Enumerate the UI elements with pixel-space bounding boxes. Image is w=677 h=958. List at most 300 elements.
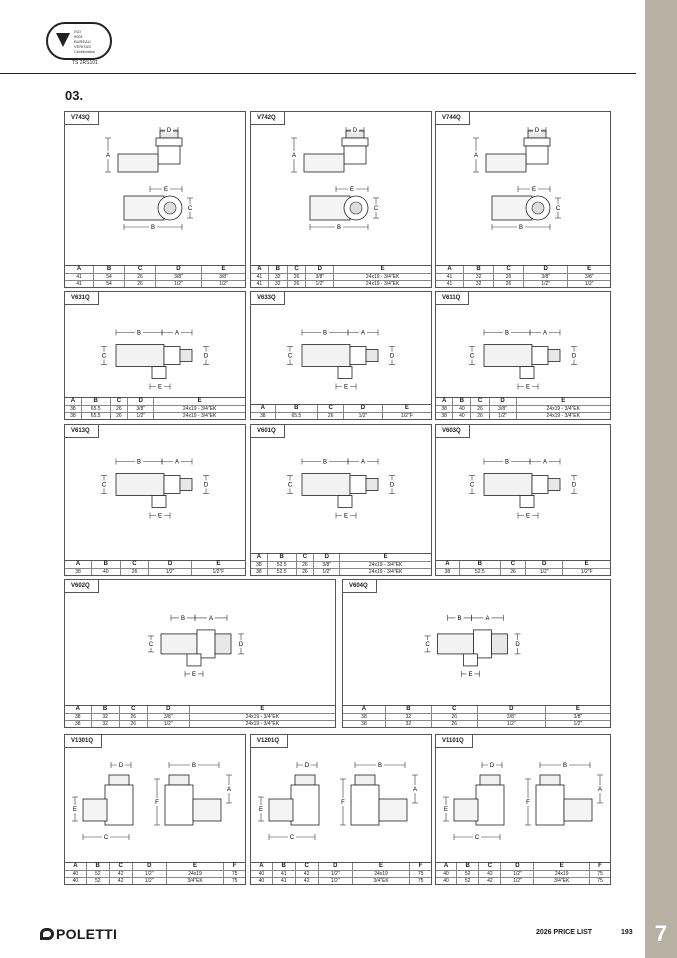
dimension-table: [65, 862, 245, 884]
table-cell: 40: [91, 569, 120, 576]
table-cell: 52.5: [267, 569, 296, 576]
technical-drawing: [251, 126, 433, 231]
table-cell: 24x19: [352, 871, 409, 878]
dimension-header: D: [306, 266, 334, 274]
dimension-header: B: [385, 706, 431, 714]
angle-tail: [180, 350, 192, 362]
dimension-table: [436, 265, 610, 287]
table-cell: 65.5: [81, 406, 110, 413]
straight-tail: [215, 634, 231, 654]
dim-d: D: [118, 763, 124, 769]
dimension-header: B: [91, 706, 119, 714]
dim-d: D: [203, 482, 209, 489]
straight-outlet: [187, 654, 201, 666]
dimension-table: [65, 560, 245, 575]
dim-e: E: [258, 807, 264, 813]
table-cell: 52: [457, 878, 479, 885]
product-card: [435, 424, 611, 576]
dimension-header: B: [86, 863, 109, 871]
table-cell: 24x19 - 3/4"EK: [189, 714, 335, 721]
technical-drawing: [65, 594, 337, 698]
dim-a: A: [485, 615, 490, 622]
table-cell: 32: [91, 721, 119, 728]
dim-a-top: A: [291, 153, 297, 159]
dimension-header: A: [251, 554, 267, 562]
dim-a: A: [542, 459, 548, 466]
dim-d: D: [238, 641, 244, 648]
table-cell: 1/2"F: [563, 569, 610, 576]
table-cell: 75: [589, 878, 610, 885]
dimension-header: D: [149, 561, 192, 569]
table-cell: 42: [295, 878, 318, 885]
table-cell: 52.5: [459, 569, 500, 576]
table-row: [251, 562, 431, 569]
dimension-table: [65, 265, 245, 287]
dim-a: A: [174, 459, 180, 466]
technical-drawing: [436, 306, 612, 411]
technical-drawing: [436, 749, 612, 853]
table-cell: 1/2": [132, 878, 166, 885]
table-cell: 1/2": [147, 721, 189, 728]
table-cell: 54: [94, 281, 125, 288]
product-card: [250, 734, 432, 885]
table-cell: 26: [318, 413, 344, 420]
dim-d-top: D: [534, 128, 540, 134]
table-row: [436, 281, 610, 288]
table-cell: 32: [464, 274, 494, 281]
dim-d: D: [571, 482, 577, 489]
table-cell: 1/2": [526, 569, 563, 576]
table-row: [65, 274, 245, 281]
technical-drawing: [251, 439, 433, 536]
dimension-header: B: [453, 398, 471, 406]
dim-e-top: E: [531, 187, 537, 193]
table-cell: 1/2": [501, 871, 534, 878]
table-cell: 52.5: [267, 562, 296, 569]
dimension-header: D: [489, 398, 516, 406]
table-cell: 42: [295, 871, 318, 878]
side-right: [564, 799, 592, 821]
dimension-header: B: [81, 398, 110, 406]
dim-a: A: [174, 330, 180, 337]
table-row: [251, 281, 431, 288]
dim-b: B: [180, 615, 186, 622]
dim-b: B: [322, 459, 328, 466]
dim-f: F: [155, 800, 159, 806]
table-cell: 3/8": [523, 274, 567, 281]
angle-body: [302, 345, 350, 367]
dim-a-top: A: [105, 153, 111, 159]
cap-left: [295, 775, 315, 785]
table-cell: 38: [251, 562, 267, 569]
dim-d: D: [571, 353, 577, 360]
table-cell: 38: [65, 406, 81, 413]
table-cell: 1/2": [318, 878, 352, 885]
dimension-table: [65, 705, 335, 727]
product-code: V631Q: [65, 292, 99, 305]
straight-body: [438, 634, 474, 654]
header-rule: [0, 73, 636, 74]
dimension-header: B: [459, 561, 500, 569]
dim-f: F: [341, 800, 345, 806]
dimension-table: [343, 705, 610, 727]
dim-b-top: B: [518, 225, 524, 231]
table-cell: 52: [86, 878, 109, 885]
product-code: V744Q: [436, 112, 470, 125]
technical-drawing: [251, 749, 433, 853]
dimension-header: C: [125, 266, 156, 274]
table-cell: 42: [109, 878, 132, 885]
table-cell: 38: [251, 413, 275, 420]
dimension-header: C: [110, 398, 128, 406]
table-cell: 26: [287, 281, 306, 288]
angle-hex: [164, 476, 180, 494]
dim-c-top: C: [187, 206, 193, 212]
table-cell: 40: [453, 406, 471, 413]
table-cell: 32: [385, 721, 431, 728]
dim-d: D: [389, 482, 395, 489]
table-row: [436, 569, 610, 576]
angle-tail: [366, 479, 378, 491]
dimension-header: C: [431, 706, 477, 714]
dim-c: C: [425, 641, 430, 648]
angle-hex: [164, 347, 180, 365]
dimension-header: D: [314, 554, 340, 562]
dim-b: B: [377, 763, 383, 769]
cap-right: [169, 775, 189, 785]
valve-body: [526, 146, 548, 164]
table-cell: 1/2": [128, 413, 154, 420]
table-cell: 1/2": [314, 569, 340, 576]
table-cell: 1/2": [306, 281, 334, 288]
angle-tail: [180, 479, 192, 491]
table-cell: 3/4"EK: [352, 878, 409, 885]
product-card: [250, 424, 432, 576]
table-cell: 1/2"F: [191, 569, 245, 576]
table-cell: 75: [410, 871, 431, 878]
table-cell: 3/4"EK: [534, 878, 590, 885]
table-cell: 32: [91, 714, 119, 721]
table-cell: 26: [494, 274, 524, 281]
side-right: [193, 799, 221, 821]
angle-outlet: [520, 496, 534, 508]
table-cell: 42: [479, 878, 501, 885]
technical-drawing: [65, 749, 247, 853]
table-cell: 1/2": [156, 281, 202, 288]
dimension-header: E: [191, 561, 245, 569]
dimension-table: [436, 397, 610, 419]
straight-body: [161, 634, 197, 654]
technical-drawing: [436, 439, 612, 536]
dimension-table: [65, 397, 245, 419]
dimension-table: [436, 560, 610, 575]
dim-e: E: [525, 513, 531, 520]
table-cell: 26: [296, 562, 314, 569]
table-cell: 3/8": [545, 714, 610, 721]
dim-d: D: [389, 353, 395, 360]
dim-b: B: [562, 763, 568, 769]
dim-c: C: [289, 835, 295, 841]
dimension-header: A: [65, 398, 81, 406]
hex-body: [342, 138, 368, 146]
table-cell: 3/8": [147, 714, 189, 721]
product-card: [250, 291, 432, 420]
dimension-header: B: [94, 266, 125, 274]
dimension-header: C: [479, 863, 501, 871]
dimension-header: E: [516, 398, 610, 406]
dimension-table: [251, 862, 431, 884]
dimension-header: E: [201, 266, 245, 274]
table-cell: 40: [65, 871, 86, 878]
table-cell: 38: [436, 406, 453, 413]
dimension-header: C: [296, 554, 314, 562]
product-code: V1301Q: [65, 735, 102, 748]
angle-body: [484, 345, 532, 367]
technical-drawing: [343, 594, 612, 698]
dimension-header: E: [340, 554, 431, 562]
table-cell: 40: [436, 878, 457, 885]
dimension-header: E: [545, 706, 610, 714]
technical-drawing: [251, 306, 433, 411]
table-cell: 24x19 - 3/4"EK: [154, 413, 245, 420]
table-cell: 32: [268, 281, 287, 288]
table-cell: 3/8": [489, 406, 516, 413]
dim-b: B: [322, 330, 328, 337]
dim-c-top: C: [373, 206, 379, 212]
body-right: [165, 785, 193, 825]
table-cell: 52: [457, 871, 479, 878]
product-card: [342, 579, 611, 728]
cert-mark-icon: [56, 33, 70, 47]
body-left: [105, 785, 133, 825]
dim-c: C: [469, 353, 475, 360]
dimension-header: F: [224, 863, 245, 871]
table-row: [65, 871, 245, 878]
dimension-table: [251, 265, 431, 287]
straight-outlet: [464, 654, 478, 666]
angle-outlet: [338, 496, 352, 508]
table-cell: 41: [436, 274, 464, 281]
table-cell: 41: [65, 274, 94, 281]
table-cell: 3/8": [128, 406, 154, 413]
cap-left: [480, 775, 500, 785]
dimension-header: D: [344, 405, 383, 413]
dim-e: E: [191, 671, 197, 678]
product-card: [435, 291, 611, 420]
cap-right: [540, 775, 560, 785]
dimension-header: A: [343, 706, 385, 714]
product-card: [64, 291, 246, 420]
dimension-header: E: [166, 863, 223, 871]
table-cell: 3/8": [306, 274, 334, 281]
table-cell: 26: [119, 714, 147, 721]
dimension-table: [251, 553, 431, 575]
table-cell: 3/4"EK: [166, 878, 223, 885]
table-cell: 3/8": [156, 274, 202, 281]
table-cell: 26: [110, 406, 128, 413]
dim-e: E: [343, 384, 349, 391]
table-cell: 75: [224, 871, 245, 878]
dim-d: D: [515, 641, 520, 648]
technical-drawing: [65, 439, 247, 536]
technical-drawing: [65, 306, 247, 411]
angle-body: [116, 474, 164, 496]
dimension-header: C: [295, 863, 318, 871]
page-number: 193: [621, 929, 633, 936]
table-row: [436, 406, 610, 413]
table-cell: 24x19 - 3/4"EK: [516, 413, 610, 420]
table-cell: 38: [436, 413, 453, 420]
dimension-header: C: [500, 561, 525, 569]
valve-body: [158, 146, 180, 164]
dim-d-top: D: [352, 128, 358, 134]
dimension-header: E: [534, 863, 590, 871]
side-right: [379, 799, 407, 821]
dimension-header: C: [109, 863, 132, 871]
table-cell: 1/2": [489, 413, 516, 420]
table-cell: 1/2": [501, 878, 534, 885]
dim-e-top: E: [349, 187, 355, 193]
valve-body: [344, 146, 366, 164]
product-card: [250, 111, 432, 288]
table-cell: 24x19: [166, 871, 223, 878]
table-cell: 40: [251, 871, 272, 878]
dim-d: D: [489, 763, 495, 769]
dimension-header: E: [382, 405, 431, 413]
dim-a: A: [208, 615, 214, 622]
dim-c: C: [101, 482, 107, 489]
body-left: [291, 785, 319, 825]
table-cell: 24x19 - 3/4"EK: [189, 721, 335, 728]
dimension-header: C: [318, 405, 344, 413]
body-right: [351, 785, 379, 825]
cap-right: [355, 775, 375, 785]
table-row: [251, 569, 431, 576]
price-list-label: 2026 PRICE LIST: [536, 929, 593, 936]
chapter-sidebar: [645, 0, 677, 958]
dim-b: B: [136, 459, 142, 466]
dimension-header: D: [156, 266, 202, 274]
table-cell: 26: [471, 406, 489, 413]
table-cell: 26: [296, 569, 314, 576]
technical-drawing: [65, 126, 247, 236]
table-row: [65, 714, 335, 721]
product-code: V633Q: [251, 292, 285, 305]
angle-outlet: [152, 367, 166, 379]
table-cell: 26: [110, 413, 128, 420]
cert-text: ISO 9001 BUREAU VERITAS Certification: [74, 29, 96, 54]
dim-c: C: [287, 353, 293, 360]
dimension-header: A: [65, 266, 94, 274]
dim-e-top: E: [163, 187, 169, 193]
table-row: [65, 721, 335, 728]
table-row: [251, 871, 431, 878]
table-cell: 65.5: [81, 413, 110, 420]
table-row: [251, 413, 431, 420]
table-cell: 26: [125, 281, 156, 288]
angle-body: [484, 474, 532, 496]
dimension-header: A: [251, 405, 275, 413]
angle-hex: [532, 476, 548, 494]
body-right: [536, 785, 564, 825]
table-cell: 42: [109, 871, 132, 878]
table-cell: 1/2"F: [382, 413, 431, 420]
straight-tail: [492, 634, 508, 654]
hex-body: [524, 138, 550, 146]
table-cell: 40: [436, 871, 457, 878]
dim-b: B: [191, 763, 197, 769]
table-cell: 40: [251, 878, 272, 885]
table-cell: 3/8": [568, 274, 610, 281]
table-cell: 1/2": [132, 871, 166, 878]
dim-b-top: B: [336, 225, 342, 231]
dimension-header: F: [410, 863, 431, 871]
angle-tail: [548, 479, 560, 491]
dim-b: B: [457, 615, 462, 622]
table-cell: 41: [272, 878, 295, 885]
dim-a: A: [597, 787, 603, 793]
table-cell: 38: [343, 714, 385, 721]
brand-logo: [40, 926, 117, 942]
dimension-header: B: [267, 554, 296, 562]
table-cell: 42: [479, 871, 501, 878]
table-cell: 3/8": [201, 274, 245, 281]
dimension-header: E: [154, 398, 245, 406]
side-left: [269, 799, 293, 821]
table-cell: 38: [65, 721, 91, 728]
table-cell: 75: [410, 878, 431, 885]
dim-d-top: D: [166, 128, 172, 134]
inlet-pipe: [486, 154, 526, 172]
table-cell: 40: [453, 413, 471, 420]
chapter-number: 7: [654, 921, 668, 946]
table-cell: 38: [65, 413, 81, 420]
table-cell: 3/8": [477, 714, 545, 721]
dimension-header: B: [457, 863, 479, 871]
dim-c: C: [287, 482, 293, 489]
dimension-header: A: [436, 266, 464, 274]
dim-e: E: [443, 807, 449, 813]
table-cell: 24x19 - 3/4"EK: [334, 281, 431, 288]
section-title: 03.: [65, 88, 84, 103]
table-cell: 1/2": [477, 721, 545, 728]
inlet-pipe: [118, 154, 158, 172]
side-left: [454, 799, 478, 821]
dimension-header: B: [91, 561, 120, 569]
dim-f: F: [526, 800, 530, 806]
dimension-header: D: [318, 863, 352, 871]
table-row: [251, 878, 431, 885]
dim-c-top: C: [555, 206, 561, 212]
product-card: [435, 734, 611, 885]
table-cell: 32: [268, 274, 287, 281]
table-cell: 32: [385, 714, 431, 721]
brand-glyph-icon: [40, 928, 54, 940]
dimension-header: B: [275, 405, 318, 413]
dimension-header: D: [128, 398, 154, 406]
dimension-header: A: [65, 863, 86, 871]
cert-number: TS 2RS101: [72, 60, 98, 66]
dimension-header: D: [147, 706, 189, 714]
dim-a: A: [360, 459, 366, 466]
dimension-header: A: [436, 863, 457, 871]
dimension-header: A: [251, 863, 272, 871]
table-cell: 26: [471, 413, 489, 420]
table-cell: 41: [436, 281, 464, 288]
hex-body: [156, 138, 182, 146]
angle-hex: [532, 347, 548, 365]
angle-hex: [350, 347, 366, 365]
